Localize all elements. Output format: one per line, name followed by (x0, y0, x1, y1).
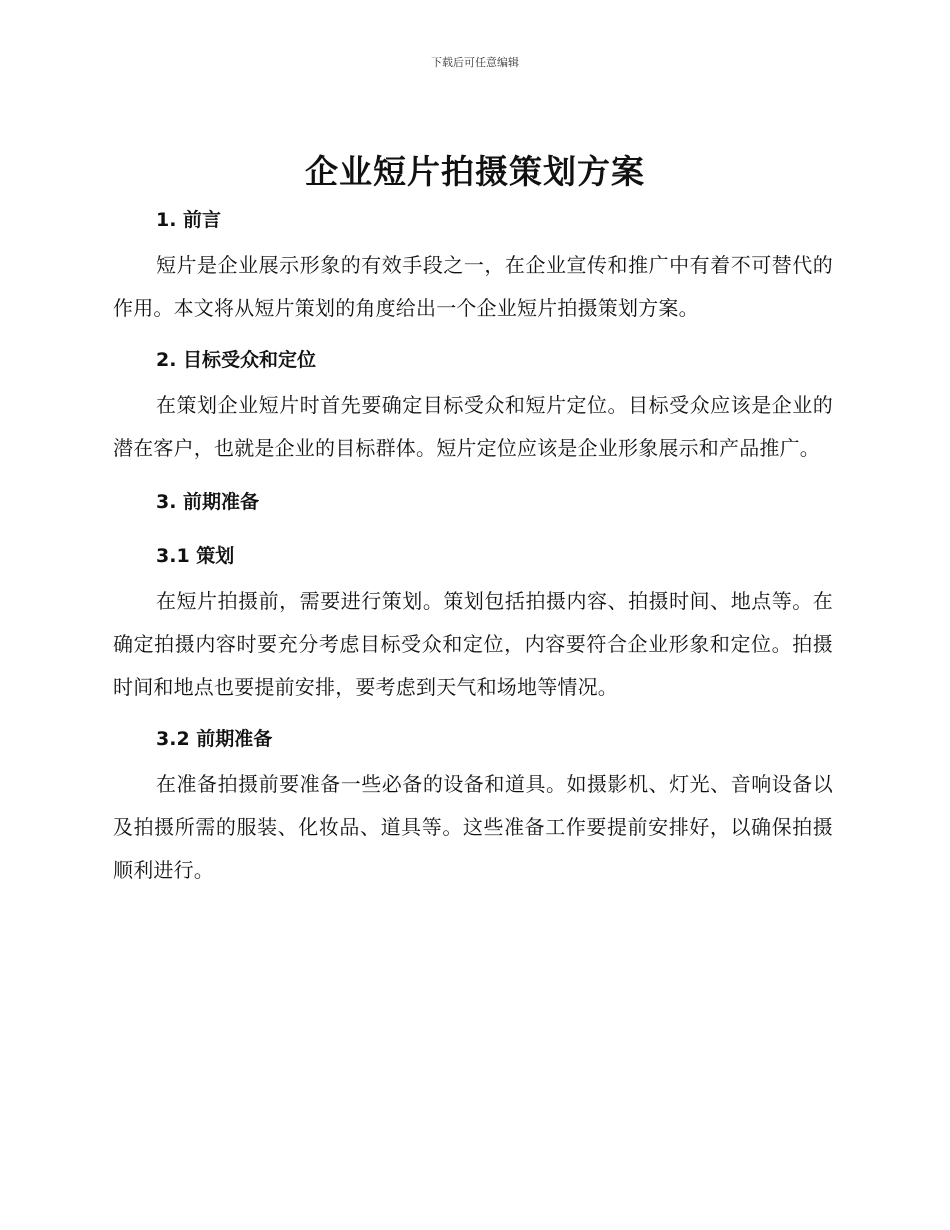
section-paragraph-planning: 在短片拍摄前，需要进行策划。策划包括拍摄内容、拍摄时间、地点等。在确定拍摄内容时要充分考虑目标受众和定位，内容要符合企业形象和定位。拍摄时间和地点也要提前安排，要考虑到天气和场地等情况。 (113, 589, 833, 699)
document-body (113, 200, 833, 892)
section-paragraph-pre-production: 在准备拍摄前要准备一些必备的设备和道具。如摄影机、灯光、音响设备以及拍摄所需的服装、化妆品、道具等。这些准备工作要提前安排好，以确保拍摄顺利进行。 (113, 772, 833, 882)
section-heading-preparation: 3. 前期准备 (156, 491, 260, 513)
section-paragraph-audience: 在策划企业短片时首先要确定目标受众和短片定位。目标受众应该是企业的潜在客户，也就是企业的目标群体。短片定位应该是企业形象展示和产品推广。 (113, 393, 833, 460)
section-heading-audience: 2. 目标受众和定位 (156, 349, 317, 371)
header-note: 下载后可任意编辑 (431, 56, 519, 69)
section-heading-pre-production: 3.2 前期准备 (156, 728, 273, 750)
section-heading-preface: 1. 前言 (156, 209, 222, 231)
section-heading-planning: 3.1 策划 (156, 545, 235, 567)
section-paragraph-preface: 短片是企业展示形象的有效手段之一，在企业宣传和推广中有着不可替代的作用。本文将从短片策划的角度给出一个企业短片拍摄策划方案。 (113, 253, 833, 320)
document-title: 企业短片拍摄策划方案 (305, 152, 645, 191)
